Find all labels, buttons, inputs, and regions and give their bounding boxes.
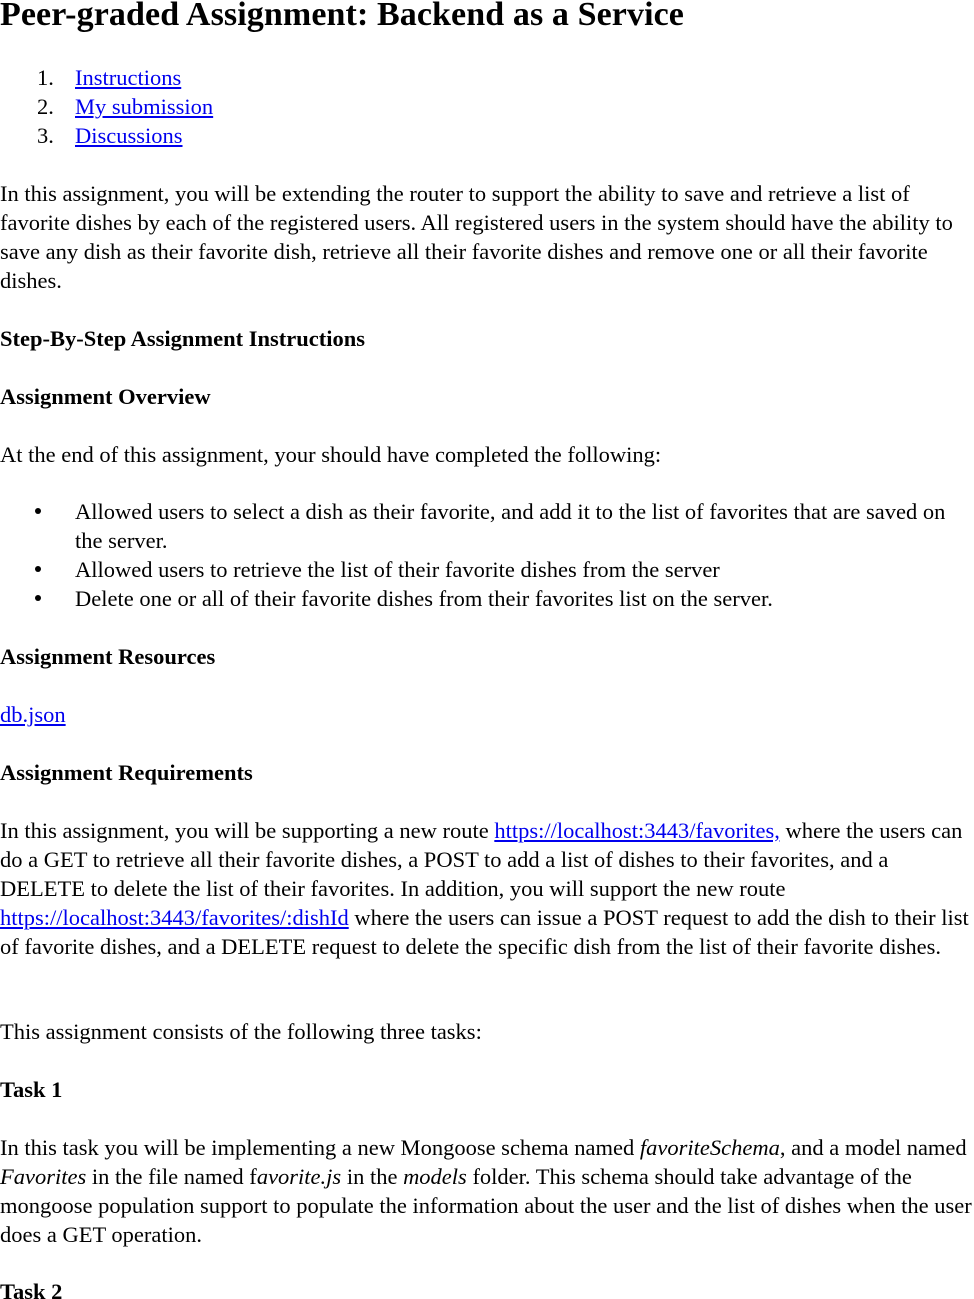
- list-item: [0, 497, 955, 555]
- list-item: [0, 584, 955, 613]
- task1-text: In this task you will be implementing a new Mongoose schema named: [0, 1135, 640, 1160]
- task1-model-name: Favorites: [0, 1164, 87, 1189]
- bullet-icon: [35, 566, 41, 572]
- task1-text: in the file named f: [86, 1164, 257, 1189]
- favorites-route-link[interactable]: https://localhost:3443/favorites,: [494, 818, 780, 843]
- nav-item-discussions: [0, 121, 213, 150]
- bullet-text: Delete one or all of their favorite dishes from their favorites list on the server.: [75, 586, 773, 611]
- overview-bullet-list: [0, 497, 955, 613]
- bullet-text: Allowed users to retrieve the list of their favorite dishes from the server: [75, 557, 720, 582]
- task1-text: folder. This schema should take advantage of the mongoose population support to populate the information about the user and the list of dishes when the user does a GET operation.: [0, 1164, 972, 1247]
- my-submission-link[interactable]: My submission: [75, 94, 214, 119]
- nav-item-instructions: [0, 63, 213, 92]
- bullet-icon: [35, 595, 41, 601]
- task2-heading: Task 2: [0, 1279, 63, 1299]
- resources-heading: Assignment Resources: [0, 644, 216, 669]
- discussions-link[interactable]: Discussions: [75, 123, 183, 148]
- task1-text: , and a model named: [779, 1135, 967, 1160]
- db-json-link[interactable]: db.json: [0, 702, 66, 727]
- overview-lead: At the end of this assignment, your should have completed the following:: [0, 442, 662, 467]
- nav-number: 1.: [37, 65, 54, 90]
- favorites-dish-route-link[interactable]: https://localhost:3443/favorites/:dishId: [0, 905, 349, 930]
- overview-heading: Assignment Overview: [0, 384, 211, 409]
- nav-item-my-submission: [0, 92, 213, 121]
- bullet-text: Allowed users to select a dish as their favorite, and add it to the list of favorites that are saved on the server.: [75, 499, 946, 553]
- nav-number: 2.: [37, 94, 54, 119]
- bullet-icon: [35, 508, 41, 514]
- task1-folder-name: models: [403, 1164, 467, 1189]
- requirements-heading: Assignment Requirements: [0, 760, 253, 785]
- task1-schema-name: favoriteSchema: [639, 1135, 780, 1160]
- requirements-text: where the users can issue a POST request to add the dish to their list of favorite dishes, and a DELETE request to delete the specific dish from the list of their favorite dishes.: [0, 905, 969, 959]
- nav-number: 3.: [37, 123, 54, 148]
- task1-text: in the: [341, 1164, 404, 1189]
- requirements-paragraph: [0, 816, 974, 961]
- assignment-nav: [0, 63, 213, 150]
- requirements-text: In this assignment, you will be supporting a new route: [0, 818, 495, 843]
- intro-paragraph: In this assignment, you will be extending the router to support the ability to save and retrieve a list of favorite dishes by each of the registered users. All registered users in the system should have the ability to save any dish as their favorite dish, retrieve all their favorite dishes and remove one or all their favorite dishes.: [0, 181, 953, 293]
- instructions-link[interactable]: Instructions: [75, 65, 182, 90]
- task1-paragraph: [0, 1133, 974, 1249]
- task1-heading: Task 1: [0, 1077, 63, 1102]
- requirements-text: where the users can do a GET to retrieve all their favorite dishes, a POST to add a list of dishes to their favorites, and a DELETE to delete the list of their favorites. In addition, you will support the new route: [0, 818, 963, 901]
- task1-file-name: avorite.js: [256, 1164, 342, 1189]
- resources-paragraph: [0, 700, 974, 729]
- page-title: Peer-graded Assignment: Backend as a Service: [0, 0, 685, 33]
- step-by-step-heading: Step-By-Step Assignment Instructions: [0, 326, 366, 351]
- tasks-intro: This assignment consists of the following three tasks:: [0, 1019, 482, 1044]
- list-item: [0, 555, 955, 584]
